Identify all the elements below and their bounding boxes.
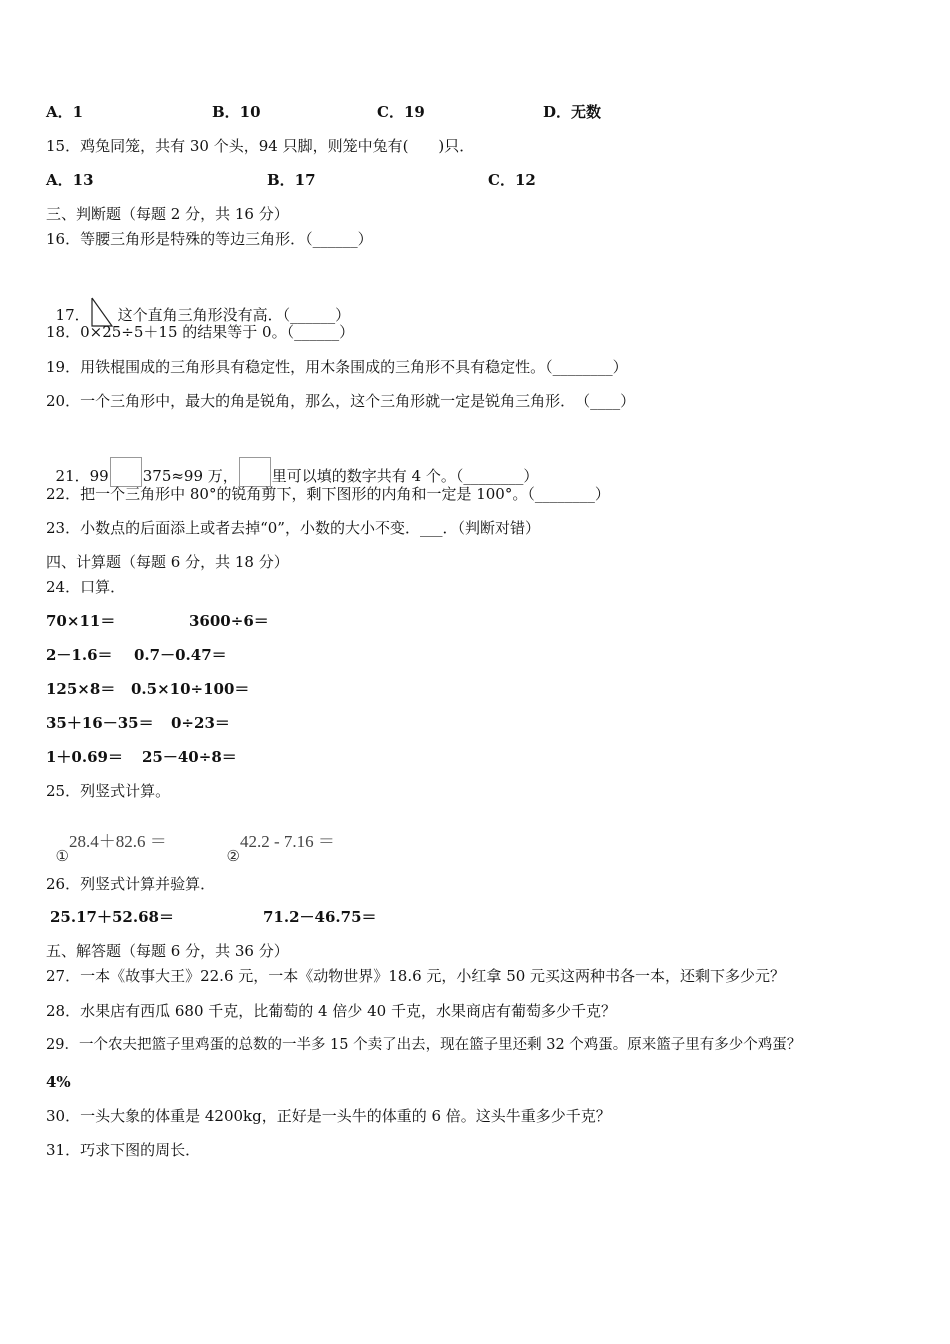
q17-line — [46, 276, 350, 328]
q21-blank-box[interactable] — [110, 457, 142, 487]
q26-text: 26．列竖式计算并验算． — [46, 875, 216, 893]
q25-text: 25．列竖式计算。 — [46, 782, 171, 800]
q24-item: 1＋0.69＝ — [46, 748, 123, 766]
q24-item: 0.7－0.47＝ — [134, 646, 227, 664]
q21-blank-box-ref — [239, 457, 271, 487]
q24-item: 125×8＝ — [46, 680, 116, 698]
q24-item: 2－1.6＝ — [46, 646, 113, 664]
q28-text: 28．水果店有西瓜 680 千克，比葡萄的 4 倍少 40 千克，水果商店有葡萄多少千克？ — [46, 1002, 616, 1020]
q21-part-a: 21．99 — [55, 467, 109, 485]
q16-text: 16．等腰三角形是特殊的等边三角形．（______） — [46, 230, 373, 248]
q15-option-a: A．13 — [46, 171, 94, 189]
q21-line — [46, 437, 538, 487]
q25-mark: ② — [226, 847, 240, 865]
q25-item-1 — [46, 812, 167, 865]
section4-title: 四、计算题（每题 6 分，共 18 分） — [46, 553, 289, 571]
q24-item: 70×11＝ — [46, 612, 116, 630]
q25-item-2 — [217, 812, 335, 865]
q24-item: 3600÷6＝ — [189, 612, 269, 630]
q20-text: 20．一个三角形中，最大的角是锐角，那么，这个三角形就一定是锐角三角形． （____） — [46, 392, 636, 410]
q29-extra: 4% — [46, 1073, 71, 1091]
q15-option-b: B．17 — [267, 171, 316, 189]
q17-number: 17． — [55, 306, 90, 324]
q31-text: 31．巧求下图的周长． — [46, 1141, 201, 1159]
q24-item: 35＋16－35＝ — [46, 714, 154, 732]
q17-text: 这个直角三角形没有高．（______） — [117, 306, 351, 324]
q25-mark: ① — [55, 847, 69, 865]
q26-item: 25.17＋52.68＝ — [50, 908, 174, 926]
q24-item: 0.5×10÷100＝ — [131, 680, 250, 698]
q15-option-c: C．12 — [488, 171, 536, 189]
section3-title: 三、判断题（每题 2 分，共 16 分） — [46, 205, 289, 223]
q14-option-a: A．1 — [46, 103, 84, 121]
q22-text: 22．把一个三角形中 80°的锐角剪下，剩下图形的内角和一定是 100°。（________） — [46, 485, 610, 503]
q29-text: 29．一个农夫把篮子里鸡蛋的总数的一半多 15 个卖了出去，现在篮子里还剩 32 个鸡蛋。原来篮子里有多少个鸡蛋？ — [46, 1037, 802, 1053]
q19-text: 19．用铁棍围成的三角形具有稳定性，用木条围成的三角形不具有稳定性。（________） — [46, 358, 628, 376]
q24-text: 24．口算． — [46, 578, 126, 596]
section5-title: 五、解答题（每题 6 分，共 36 分） — [46, 942, 289, 960]
q24-item: 0÷23＝ — [171, 714, 230, 732]
q25-expression: 42.2 - 7.16 ＝ — [240, 832, 335, 851]
q24-item: 25－40÷8＝ — [142, 748, 237, 766]
q23-text: 23．小数点的后面添上或者去掉“0”，小数的大小不变．___．（判断对错） — [46, 519, 540, 537]
q14-option-d: D．无数 — [543, 103, 602, 121]
q14-option-b: B．10 — [212, 103, 261, 121]
q15-text: 15．鸡兔同笼，共有 30 个头，94 只脚，则笼中兔有( )只． — [46, 137, 475, 155]
q21-part-b: 375≈99 万， — [142, 467, 238, 485]
q25-expression: 28.4＋82.6 ＝ — [69, 832, 167, 851]
q27-text: 27．一本《故事大王》22.6 元，一本《动物世界》18.6 元，小红拿 50 元买这两种书各一本，还剩下多少元？ — [46, 967, 786, 985]
q30-text: 30．一头大象的体重是 4200kg，正好是一头牛的体重的 6 倍。这头牛重多少千克？ — [46, 1107, 611, 1125]
q26-item: 71.2－46.75＝ — [263, 908, 377, 926]
q21-part-c: 里可以填的数字共有 4 个。（________） — [271, 467, 539, 485]
q18-text: 18．0×25÷5＋15 的结果等于 0。（______） — [46, 323, 355, 341]
q14-option-c: C．19 — [377, 103, 425, 121]
